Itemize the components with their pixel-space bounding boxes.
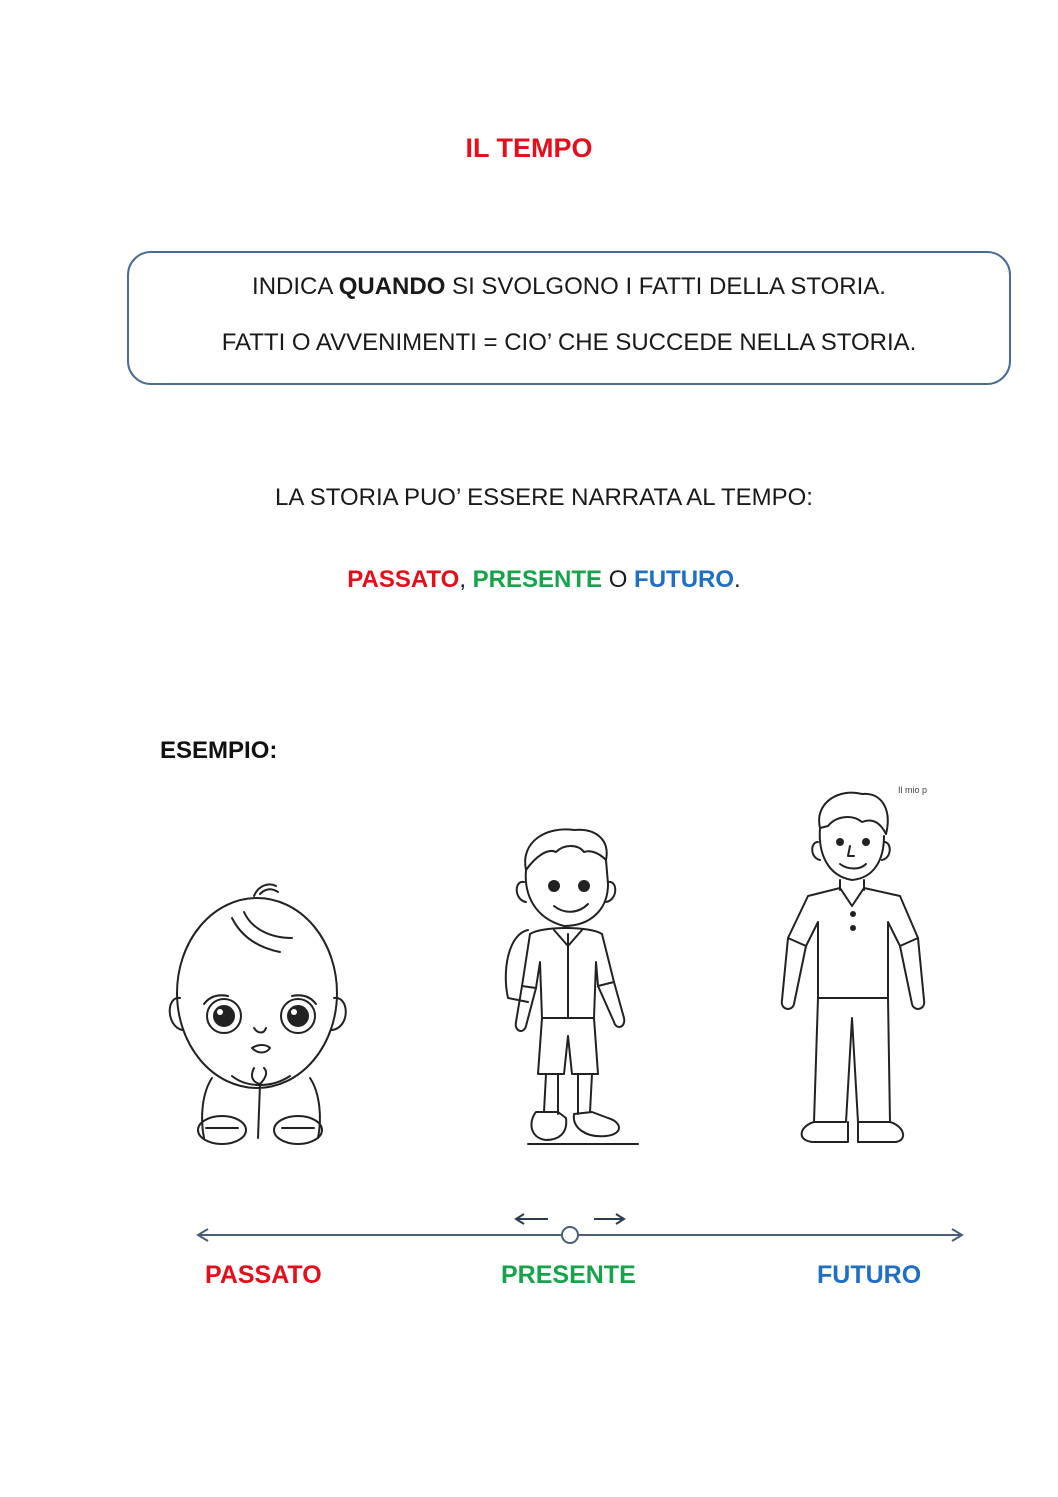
timeline-present-marker [562, 1227, 578, 1243]
tense-future: FUTURO [634, 566, 735, 593]
definition-box [127, 251, 1011, 385]
tense-end: . [734, 566, 741, 593]
definition-line-1-prefix: INDICA [252, 273, 339, 300]
tenses-line [0, 566, 1058, 594]
tense-separator-1: , [459, 566, 473, 593]
child-illustration [498, 822, 648, 1152]
page-title: IL TEMPO [465, 133, 593, 163]
definition-keyword: QUANDO [338, 273, 446, 300]
definition-line-2: FATTI O AVVENIMENTI = CIO’ CHE SUCCEDE NELLA STORIA. [221, 329, 917, 356]
timeline [190, 1205, 970, 1255]
tense-past: PASSATO [347, 566, 460, 593]
definition-line-1-suffix: SI SVOLGONO I FATTI DELLA STORIA. [445, 273, 886, 300]
baby-illustration [162, 878, 362, 1153]
narration-text: LA STORIA PUO’ ESSERE NARRATA AL TEMPO: [275, 484, 813, 511]
tense-present: PRESENTE [472, 566, 603, 593]
definition-line-1 [129, 273, 1009, 301]
timeline-label-future: FUTURO [817, 1261, 922, 1289]
timeline-label-present: PRESENTE [501, 1261, 636, 1289]
adult-illustration [778, 788, 928, 1146]
adult-caption: Il mio p [898, 785, 928, 795]
tense-separator-2: O [602, 566, 635, 593]
example-label: ESEMPIO: [160, 737, 278, 764]
timeline-label-past: PASSATO [205, 1261, 322, 1289]
